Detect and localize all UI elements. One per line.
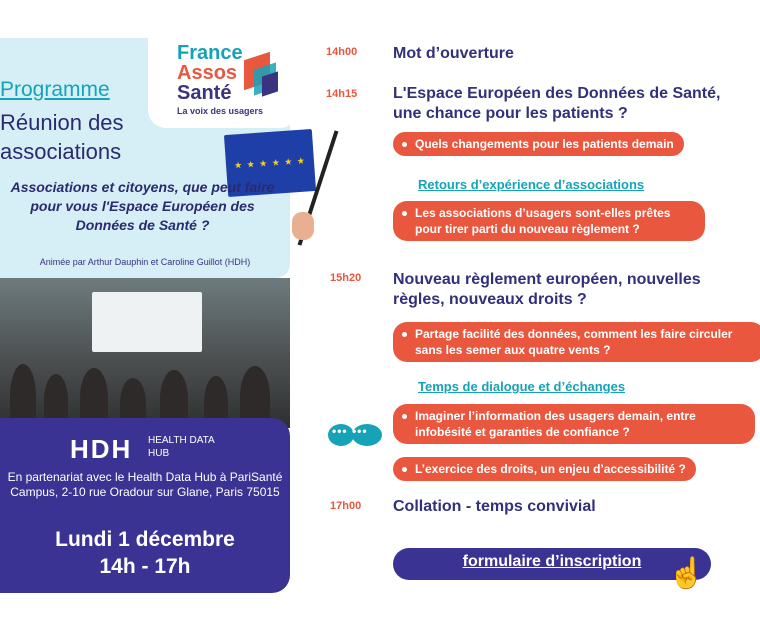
event-date: Lundi 1 décembre — [55, 528, 235, 551]
session-collation: Collation - temps convivial — [393, 498, 596, 515]
event-hours: 14h - 17h — [99, 555, 191, 578]
time-1400: 14h00 — [326, 46, 358, 58]
eu-stars-icon: ★ ★ ★ ★ ★ ★ — [233, 155, 307, 171]
hand-icon — [292, 212, 314, 240]
time-1700: 17h00 — [330, 500, 362, 512]
session-reglement: Nouveau règlement européen, nouvelles règles, nouveaux droits ? — [393, 271, 701, 308]
partner-info: En partenariat avec le Health Data Hub à PariSanté Campus, 2-10 rue Oradour sur Glane, Paris 75015 — [7, 470, 283, 499]
logo-line-sante: Santé — [177, 82, 232, 104]
topic-pill: Imaginer l’information des usagers demain, entre infobésité et garanties de confiance ? — [393, 404, 755, 444]
presentation-screen — [92, 292, 202, 352]
event-title: Réunion des associations — [0, 110, 124, 164]
hdh-logo: HDH — [70, 434, 133, 464]
event-photo — [0, 278, 290, 428]
hand-pointer-icon: ☝ — [668, 557, 706, 590]
time-1415: 14h15 — [326, 88, 358, 100]
logo-line-france: France — [177, 42, 243, 64]
topic-pill: Quels changements pour les patients demain — [393, 132, 684, 156]
moderators: Animée par Arthur Dauphin et Caroline Guillot (HDH) — [39, 257, 251, 267]
subheading-dialogue: Temps de dialogue et d’échanges — [418, 379, 626, 394]
subheading-retours: Retours d’expérience d’associations — [418, 177, 645, 192]
logo-line-assos: Assos — [177, 62, 238, 84]
logo-tagline: La voix des usagers — [177, 106, 264, 116]
hdh-name: HEALTH DATA HUB — [148, 435, 215, 459]
topic-pill: L’exercice des droits, un enjeu d’accessibilité ? — [393, 457, 696, 481]
event-question: Associations et citoyens, que peut faire pour vous l'Espace Européen des Données de Santé ? — [10, 179, 275, 233]
programme-title: Programme — [0, 78, 110, 101]
registration-link[interactable]: formulaire d’inscription — [462, 553, 642, 570]
topic-pill: Partage facilité des données, comment les faire circuler sans les semer aux quatre vents ? — [393, 322, 760, 362]
chat-dots-icon: ••• ••• — [332, 424, 368, 438]
topic-pill: Les associations d’usagers sont-elles prêtes pour tirer parti du nouveau règlement ? — [393, 201, 705, 241]
session-opening: Mot d’ouverture — [393, 45, 514, 62]
time-1520: 15h20 — [330, 272, 362, 284]
session-eeds: L'Espace Européen des Données de Santé, une chance pour les patients ? — [393, 85, 721, 122]
